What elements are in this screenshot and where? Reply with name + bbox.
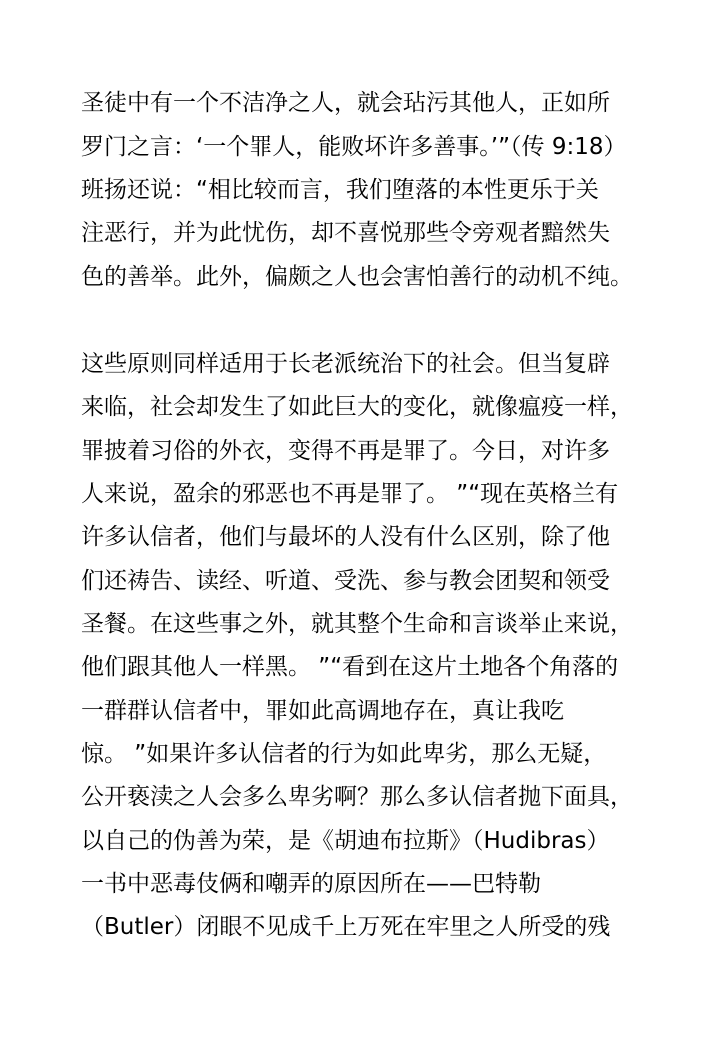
text-line: 们还祷告、读经、听道、受洗、参与教会团契和领受 [81,568,610,594]
text-line: 圣徒中有一个不洁净之人，就会玷污其他人，正如所 [81,90,610,116]
text-line: 一书中恶毒伎俩和嘲弄的原因所在——巴特勒 [81,871,541,897]
text-line: 公开亵渎之人会多么卑劣啊？那么多认信者抛下面具， [81,784,633,810]
text-line: 人来说，盈余的邪恶也不再是罪了。 ”“现在英格兰有 [81,481,619,507]
text-line: 一群群认信者中，罪如此高调地存在，真让我吃 [81,698,564,724]
text-line: 圣餐。在这些事之外，就其整个生命和言谈举止来说， [81,611,633,637]
text-line: （Butler）闭眼不见成千上万死在牢里之人所受的残 [81,914,611,940]
text-line: 这些原则同样适用于长老派统治下的社会。但当复辟 [81,351,610,377]
text-line: 来临，社会却发生了如此巨大的变化，就像瘟疫一样， [81,394,633,420]
text-line: 罗门之言：‘一个罪人，能败坏许多善事。’”（传 9:18） [81,134,627,160]
text-line: 罪披着习俗的外衣，变得不再是罪了。今日，对许多 [81,438,610,464]
text-line: 色的善举。此外，偏颇之人也会害怕善行的动机不纯。 [81,264,633,290]
text-line: 以自己的伪善为荣，是《胡迪布拉斯》（Hudibras） [81,828,610,854]
text-line: 他们跟其他人一样黑。 ”“看到在这片土地各个角落的 [81,654,619,680]
text-line: 惊。 ”如果许多认信者的行为如此卑劣，那么无疑， [81,741,607,767]
text-line: 班扬还说：“相比较而言，我们堕落的本性更乐于关 [81,177,599,203]
text-line: 许多认信者，他们与最坏的人没有什么区别，除了他 [81,524,610,550]
text-line: 注恶行，并为此忧伤，却不喜悦那些令旁观者黯然失 [81,220,610,246]
